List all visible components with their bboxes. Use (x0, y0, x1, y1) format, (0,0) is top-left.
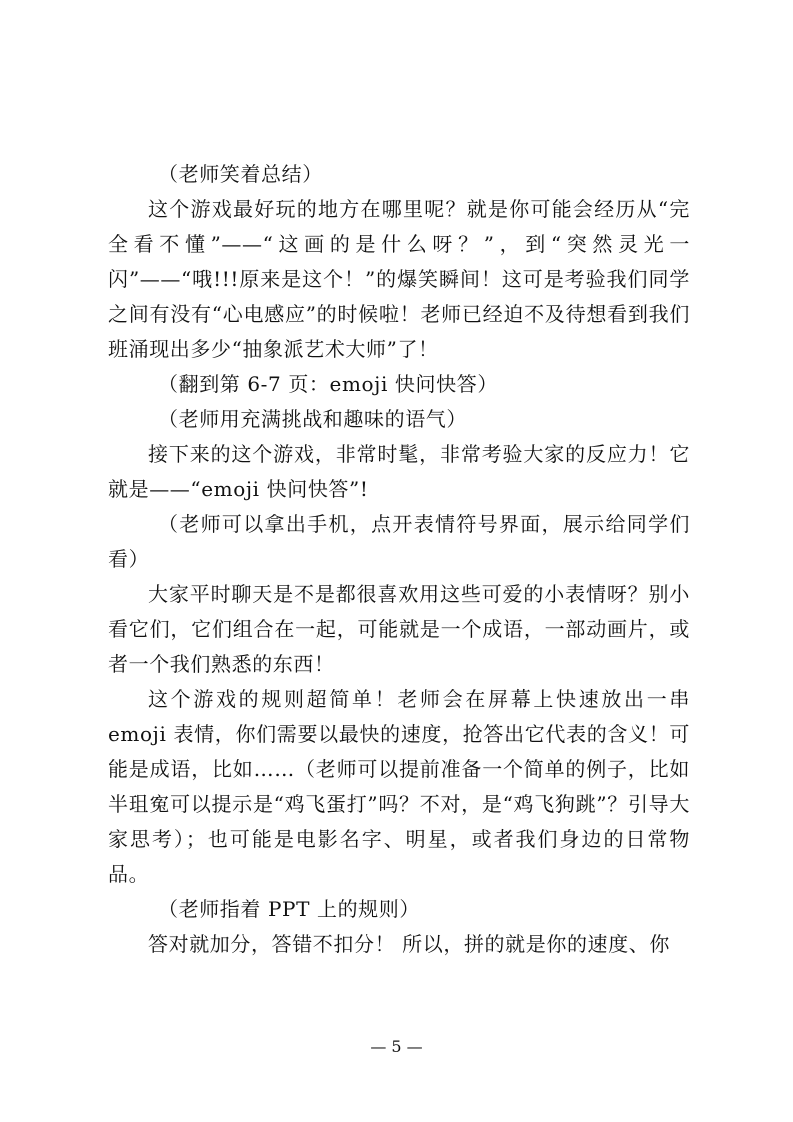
stage-direction: （老师用充满挑战和趣味的语气） (158, 407, 467, 431)
document-body (108, 157, 690, 962)
body-paragraph: 答对就加分，答错不扣分！ 所以，拼的就是你的速度、你 (148, 932, 670, 956)
body-paragraph: 大家平时聊天是不是都很喜欢用这些可爱的小表情呀？别小看它们，它们组合在一起，可能就是一个成语，一部动画片，或者一个我们熟悉的东西！ (108, 582, 690, 676)
stage-direction: （老师笑着总结） (158, 162, 323, 186)
stage-direction: （翻到第 6-7 页：emoji 快问快答） (158, 372, 498, 396)
stage-direction: （老师可以拿出手机，点开表情符号界面，展示给同学们看） (108, 512, 690, 571)
page-number: — 5 — (370, 1037, 423, 1056)
body-paragraph: 这个游戏的规则超简单！老师会在屏幕上快速放出一串emoji 表情，你们需要以最快的速度，抢答出它代表的含义！可能是成语，比如……（老师可以提前准备一个简单的例子，比如半珇寃可以提示是“鸡飞蛋打”吗？不对，是“鸡飞狗跳”？引导大家思考）；也可能是电影名字、明星，或者我们身边的日常物品。 (108, 687, 690, 886)
body-paragraph: 这个游戏最好玩的地方在哪里呢？就是你可能会经历从“完全看不懂”——“这画的是什么呀？”，到“突然灵光一闪”——“哦!!!原来是这个！”的爆笑瞬间！这可是考验我们同学之间有没有“心电感应”的时候啦！老师已经迫不及待想看到我们班涌现出多少“抽象派艺术大师”了！ (108, 197, 690, 361)
stage-direction: （老师指着 PPT 上的规则） (158, 897, 420, 921)
body-paragraph: 接下来的这个游戏，非常时髦，非常考验大家的反应力！它就是——“emoji 快问快答”! (108, 442, 690, 501)
